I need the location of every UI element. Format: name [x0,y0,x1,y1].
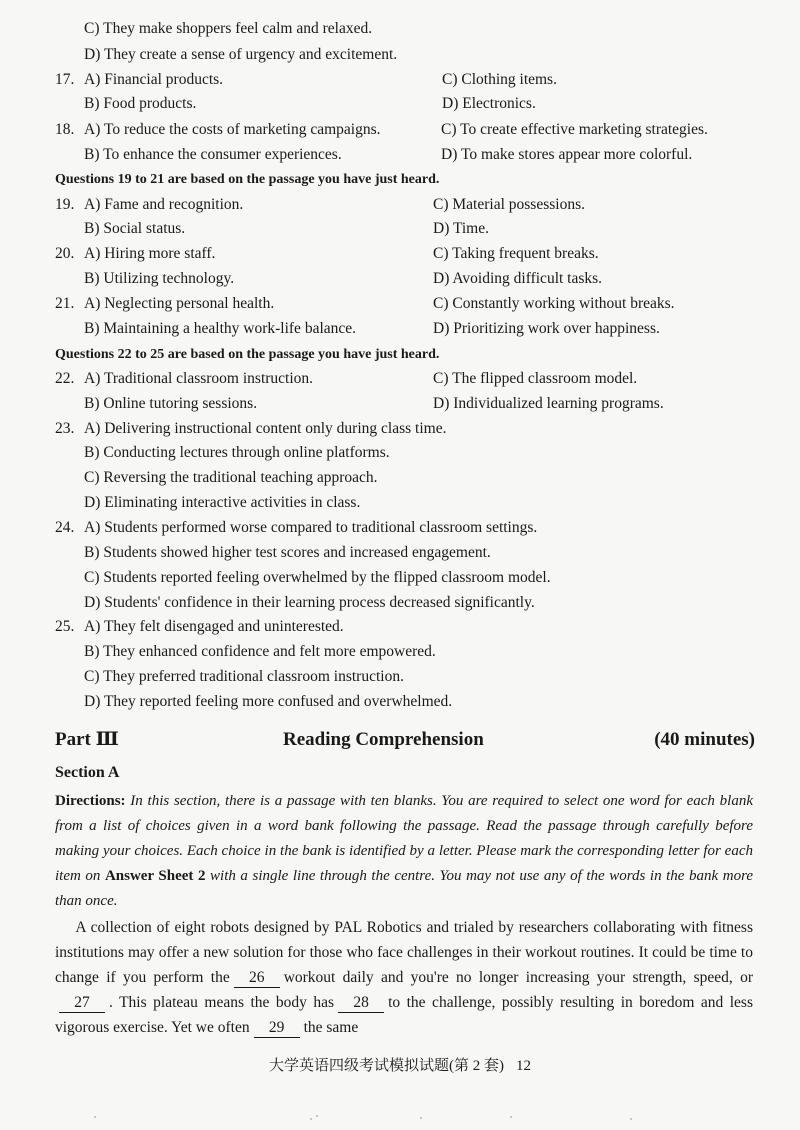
question-20-option-c: C) Taking frequent breaks. [433,245,599,262]
part-time: (40 minutes) [654,729,755,750]
part-header [55,726,755,754]
directions-label: Directions: [55,793,126,809]
question-23-option-d: D) Eliminating interactive activities in class. [84,494,361,511]
question-21-row-1 [0,292,800,316]
passage-text-5: the same [303,1019,359,1036]
question-18-option-a: A) To reduce the costs of marketing campaigns. [84,121,381,138]
question-20-option-b: B) Utilizing technology. [84,270,235,287]
question-21-option-a: A) Neglecting personal health. [84,295,275,312]
question-21-option-c: C) Constantly working without breaks. [433,295,675,312]
directions-text-1: In this section, there is a passage with ten blanks. You are required to select one word for each blank from a list of choices given in a word bank following the passage. Read the passage through carefully before making your choices. Each choice in the bank is identified by a letter. Please mark the corresponding letter for each item on [55,793,753,884]
question-24-option-b: B) Students showed higher test scores and increased engagement. [84,544,491,561]
question-19-row-2 [0,217,800,241]
question-25-option-a: A) They felt disengaged and uninterested. [84,618,344,635]
question-18-row-2 [0,143,800,167]
question-20-row-2 [0,267,800,291]
question-23-row-c [0,466,800,490]
part-label: Part Ⅲ [55,729,119,750]
question-21-row-2 [0,317,800,341]
scan-noise [90,1115,690,1121]
question-20-option-a: A) Hiring more staff. [84,245,216,262]
question-18-option-c: C) To create effective marketing strategies. [441,121,708,138]
questions-19-21-heading: Questions 19 to 21 are based on the passage you have just heard. [55,172,440,187]
question-25-number: 25. [55,618,75,635]
question-24-option-c: C) Students reported feeling overwhelmed by the flipped classroom model. [84,569,551,586]
passage-text-3: . This plateau means the body has [109,994,335,1011]
question-16-option-c-row [0,17,800,41]
question-23-row-d [0,491,800,515]
question-17-row-2 [0,92,800,116]
questions-22-25-heading: Questions 22 to 25 are based on the passage you have just heard. [55,347,440,362]
question-25-option-c: C) They preferred traditional classroom instruction. [84,668,404,685]
question-19-option-c: C) Material possessions. [433,196,585,213]
question-22-option-d: D) Individualized learning programs. [433,395,664,412]
blank-29: 29 [254,1019,300,1038]
question-19-number: 19. [55,196,75,213]
passage-text-4: to the challenge, possibly resulting in boredom and less vigorous exercise. Yet we often [55,994,753,1036]
question-25-row-a [0,615,800,639]
question-25-row-c [0,665,800,689]
page-footer [0,1055,800,1077]
question-25-option-b: B) They enhanced confidence and felt more empowered. [84,643,436,660]
section-heading: Section A [55,764,120,781]
question-16-option-c: C) They make shoppers feel calm and relaxed. [84,20,373,37]
question-16-option-d-row [0,43,800,67]
question-23-number: 23. [55,420,75,437]
question-24-row-d [0,591,800,615]
question-22-option-a: A) Traditional classroom instruction. [84,370,314,387]
question-24-option-d: D) Students' confidence in their learning process decreased significantly. [84,594,535,611]
question-18-number: 18. [55,121,75,138]
footer-title: 大学英语四级考试模拟试题(第 2 套) [269,1058,504,1074]
question-23-option-a: A) Delivering instructional content only during class time. [84,420,447,437]
question-23-option-c: C) Reversing the traditional teaching approach. [84,469,378,486]
blank-26: 26 [234,969,280,988]
question-18-option-d: D) To make stores appear more colorful. [441,146,693,163]
question-17-number: 17. [55,71,75,88]
question-17-option-c: C) Clothing items. [442,71,557,88]
question-19-option-a: A) Fame and recognition. [84,196,244,213]
question-23-option-b: B) Conducting lectures through online platforms. [84,444,390,461]
question-18-option-b: B) To enhance the consumer experiences. [84,146,342,163]
question-20-option-d: D) Avoiding difficult tasks. [433,270,603,287]
question-21-option-d: D) Prioritizing work over happiness. [433,320,660,337]
question-19-option-d: D) Time. [433,220,489,237]
question-25-row-d [0,690,800,714]
question-24-row-b [0,541,800,565]
directions-paragraph [55,789,753,914]
question-21-number: 21. [55,295,75,312]
question-17-option-b: B) Food products. [84,95,197,112]
passage-text-2: workout daily and you're no longer increasing your strength, speed, or [283,969,753,986]
question-24-row-c [0,566,800,590]
directions-text-2: with a single line through the centre. You may not use any of the words in the bank more than once. [55,868,754,909]
question-18-row-1 [0,118,800,142]
part-title: Reading Comprehension [283,729,484,750]
question-17-option-a: A) Financial products. [84,71,224,88]
question-17-option-d: D) Electronics. [442,95,536,112]
page-number: 12 [516,1058,531,1074]
question-22-row-1 [0,367,800,391]
question-22-number: 22. [55,370,75,387]
answer-sheet-ref: Answer Sheet 2 [104,868,206,884]
question-16-option-d: D) They create a sense of urgency and excitement. [84,46,398,63]
blank-27: 27 [59,994,105,1013]
question-19-option-b: B) Social status. [84,220,186,237]
blank-28: 28 [338,994,384,1013]
question-22-option-c: C) The flipped classroom model. [433,370,638,387]
question-19-row-1 [0,193,800,217]
question-25-option-d: D) They reported feeling more confused and overwhelmed. [84,693,453,710]
question-22-option-b: B) Online tutoring sessions. [84,395,258,412]
question-25-row-b [0,640,800,664]
question-24-row-a [0,516,800,540]
question-24-option-a: A) Students performed worse compared to traditional classroom settings. [84,519,538,536]
question-21-option-b: B) Maintaining a healthy work-life balance. [84,320,357,337]
question-23-row-b [0,441,800,465]
question-24-number: 24. [55,519,75,536]
passage-text-1: A collection of eight robots designed by PAL Robotics and trialed by researchers collaborating with fitness institutions may offer a new solution for those who face challenges in their workout routines. It could be time to change if you perform the [55,919,753,986]
reading-passage [55,915,753,1040]
question-22-row-2 [0,392,800,416]
question-23-row-a [0,417,800,441]
question-20-number: 20. [55,245,75,262]
question-20-row-1 [0,242,800,266]
question-17-row-1 [0,68,800,92]
